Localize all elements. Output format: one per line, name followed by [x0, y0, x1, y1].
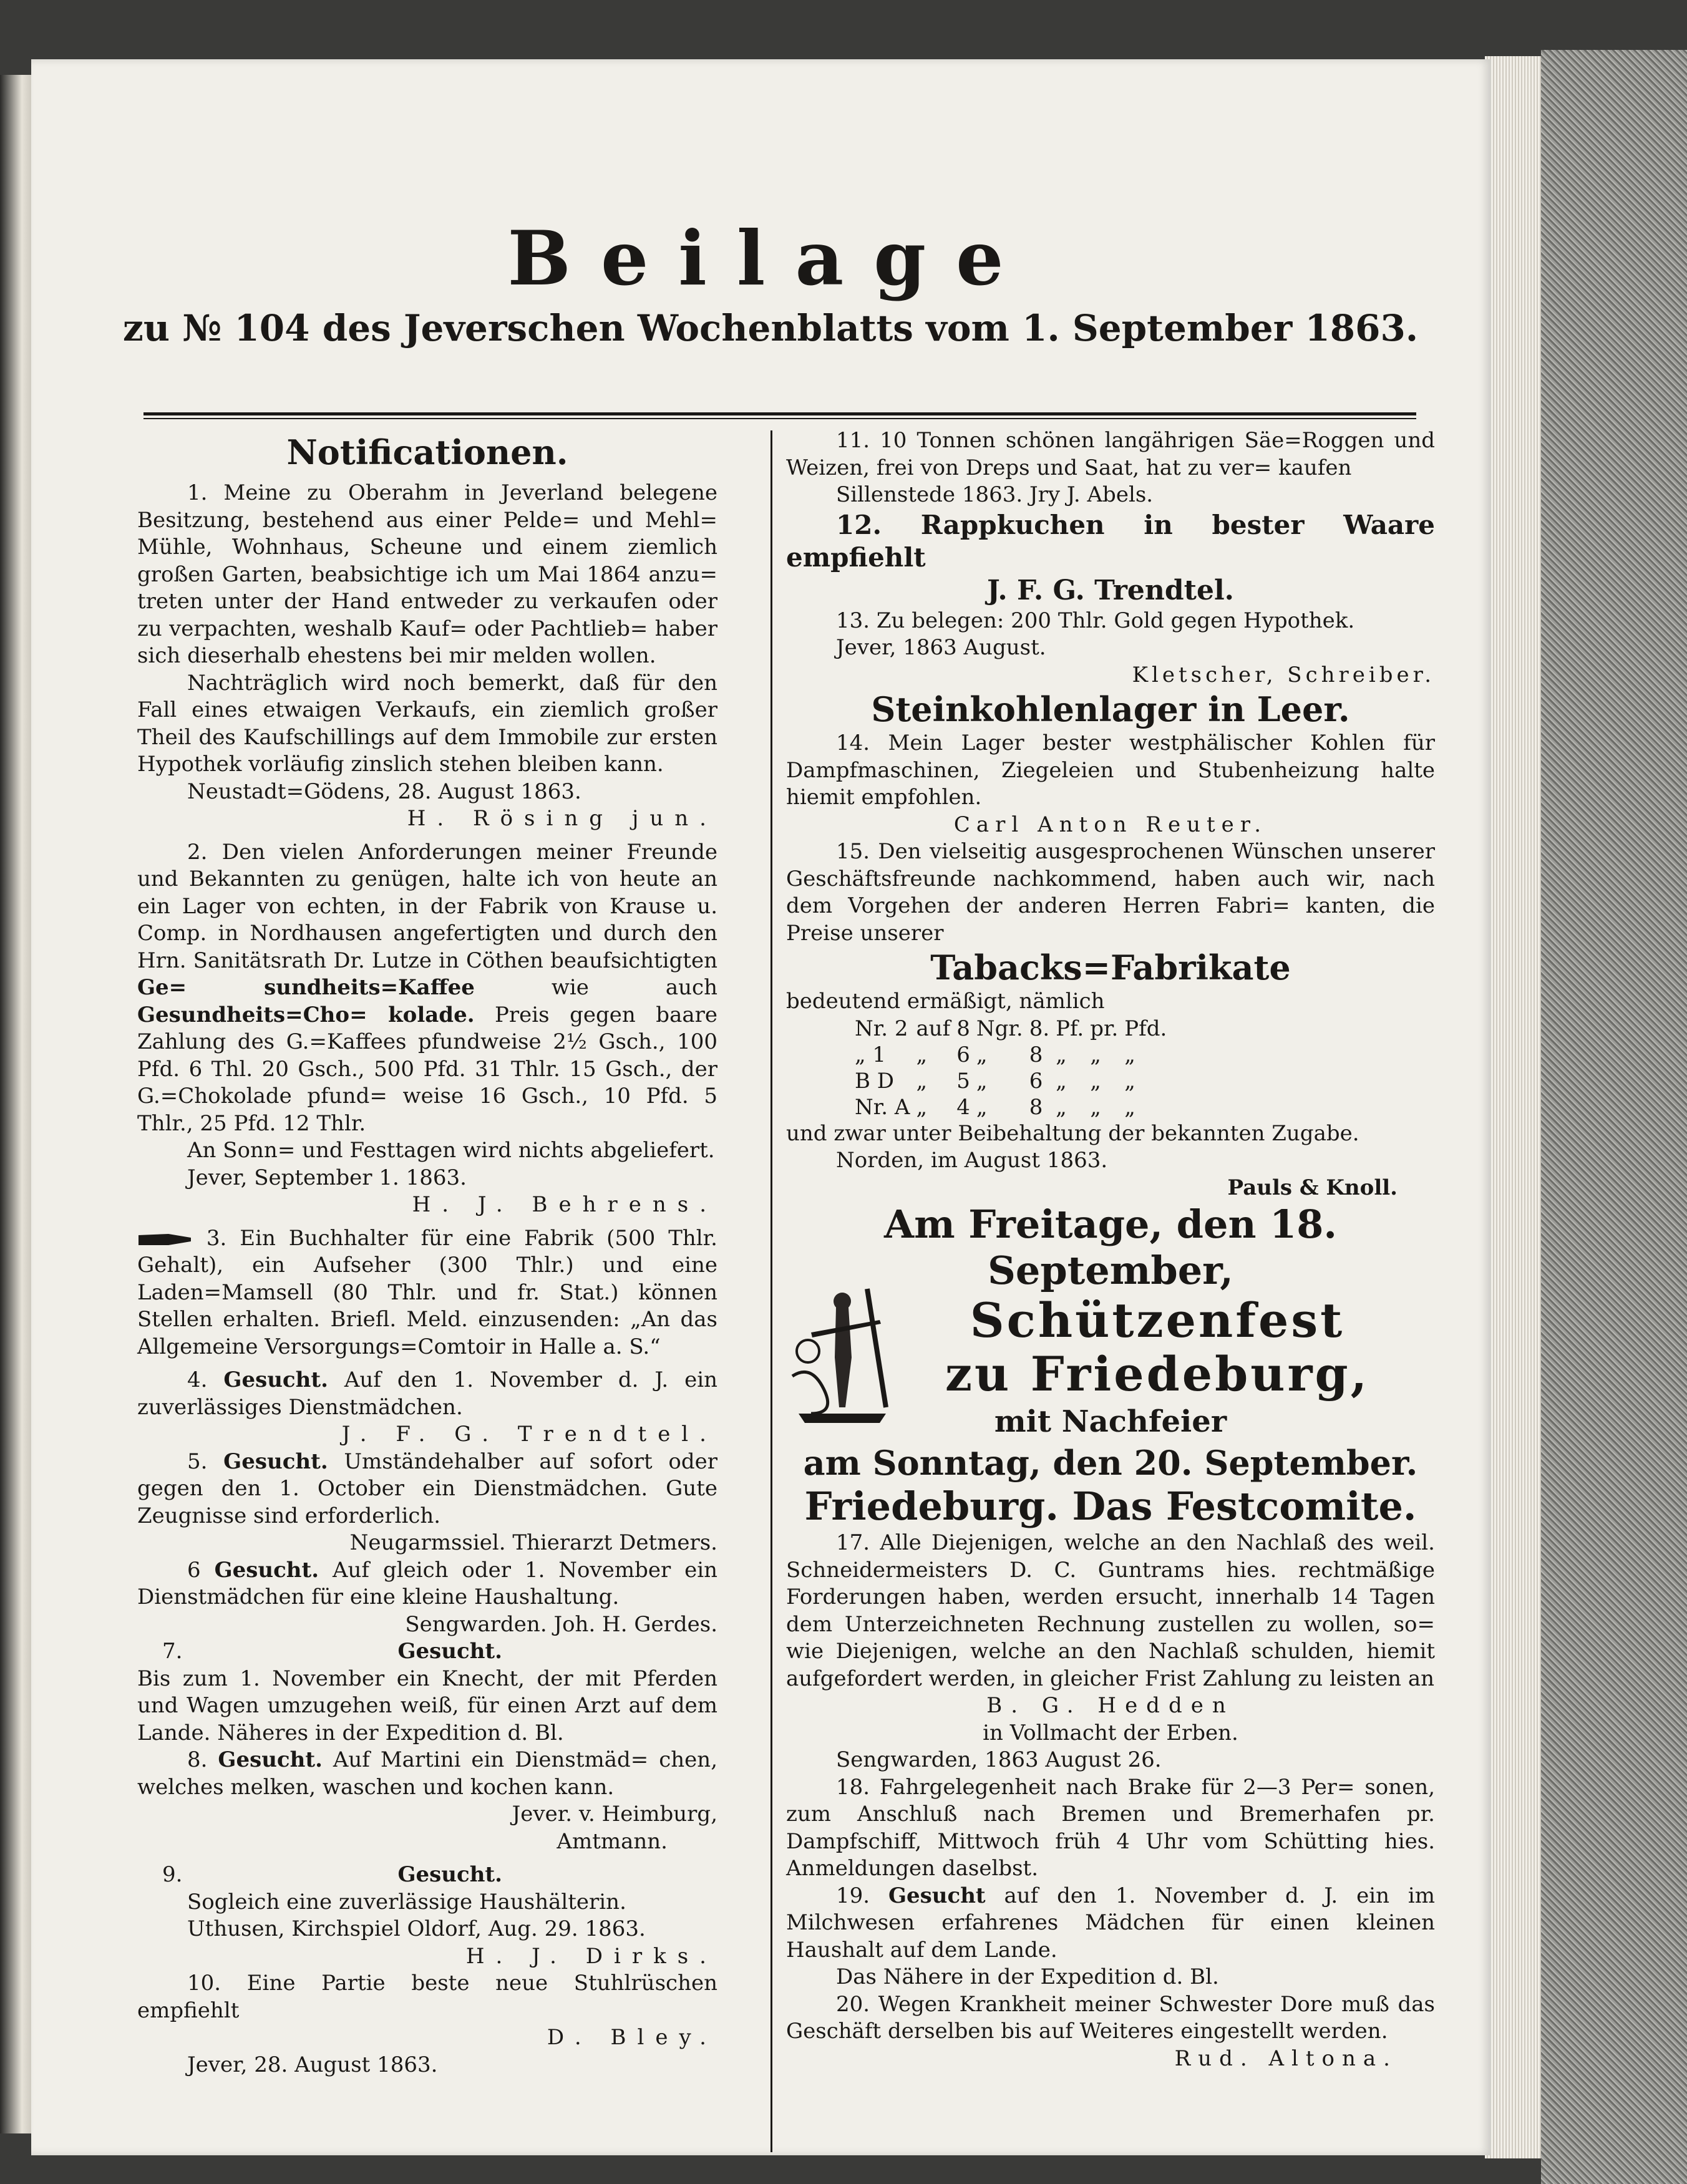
tobacco-price-cell: Nr. 2 — [855, 1016, 908, 1041]
tobacco-price-cell: Nr. A — [855, 1094, 910, 1120]
notice-17-signature-title: in Vollmacht der Erben. — [983, 1720, 1238, 1745]
page-title: Beilage — [507, 215, 1034, 303]
notice-4-text — [137, 1367, 717, 1421]
tobacco-price-cell: „ — [916, 1042, 928, 1067]
notice-17-text: 17. Alle Diejenigen, welche an den Nachlaß des weil. Schneidermeisters D. C. Guntrams hies. rechtmäßige Forderungen haben, werden ersucht, innerhalb 14 Tagen dem Unterzeichneten Rechnung zustellen zu wollen, so= wie Diejenigen, welche an den Nachlaß schulden, hiemit aufgefordert werden, in gleicher Frist Zahlung zu leisten an — [786, 1530, 1435, 1691]
festival-committee: Friedeburg. Das Festcomite. — [804, 1483, 1417, 1529]
notice-9-body: Sogleich eine zuverlässige Haushälterin. — [187, 1889, 626, 1915]
tobacco-price-cell: 6 — [956, 1042, 970, 1067]
notice-19-note: Das Nähere in der Expedition d. Bl. — [836, 1964, 1219, 1989]
pointing-hand-icon — [137, 1229, 193, 1250]
tobacco-price-cell: 8 — [956, 1016, 970, 1041]
notice-1-signature: H. Rösing jun. — [407, 806, 717, 831]
notice-15-signature: Pauls & Knoll. — [1227, 1175, 1398, 1200]
tobacco-price-cell: „ — [976, 1094, 988, 1120]
notice-2-signature: H. J. Behrens. — [412, 1192, 717, 1217]
tobacco-price-cell: „ 1 — [855, 1042, 887, 1067]
notice-10-text: 10. Eine Partie beste neue Stuhlrüschen empfiehlt — [137, 1971, 717, 2023]
notice-9-heading: Gesucht. — [397, 1862, 502, 1887]
notice-2-holiday: An Sonn= und Festtagen wird nichts abgeliefert. — [187, 1138, 715, 1163]
notice-14-signature: Carl Anton Reuter. — [953, 812, 1268, 837]
notice-1-text: 1. Meine zu Oberahm in Jeverland belegene Besitzung, bestehend aus einer Pelde= und Mehl= Mühle, Wohnhaus, Scheune und einem ziemlich großen Garten, beabsichtige ich um Mai 1864 anzu= treten unter der Hand entweder zu verkaufen oder zu verpachten, weshalb Kauf= oder Pachtlieb= haber sich dieserhalb ehestens bei mir melden wollen. — [137, 480, 717, 668]
notice-6-text — [137, 1557, 717, 1611]
festival-after-party: mit Nachfeier — [994, 1404, 1227, 1439]
tobacco-price-row — [855, 1068, 1173, 1094]
festival-date-line: Am Freitage, den 18. September, — [884, 1201, 1337, 1293]
tobacco-price-cell: 8 — [1029, 1042, 1043, 1067]
tobacco-heading: Tabacks=Fabrikate — [930, 948, 1291, 988]
masthead — [106, 215, 1435, 351]
tobacco-price-cell: „ — [1124, 1042, 1135, 1067]
adjacent-page-edge — [0, 75, 31, 2133]
festival-title: Schützenfest — [970, 1293, 1345, 1348]
notice-19-body: auf den 1. November d. J. ein im Milchwesen erfahrenes Mädchen für einen kleinen Haushalt auf dem Lande. — [786, 1883, 1435, 1963]
tobacco-price-cell: 6 — [1029, 1068, 1043, 1094]
notice-9-place: Uthusen, Kirchspiel Oldorf, Aug. 29. 1863. — [187, 1916, 646, 1941]
tobacco-price-row — [855, 1042, 1173, 1068]
tobacco-price-cell: „ — [976, 1042, 988, 1067]
page-content — [106, 215, 1435, 2137]
tobacco-price-cell: „ — [1090, 1068, 1101, 1094]
notice-2-place: Jever, September 1. 1863. — [187, 1165, 467, 1190]
notice-6-signature: Sengwarden. Joh. H. Gerdes. — [405, 1611, 717, 1637]
notice-7-heading: Gesucht. — [397, 1639, 502, 1664]
notice-20-text: 20. Wegen Krankheit meiner Schwester Dore muß das Geschäft derselben bis auf Weiteres eingestellt werden. — [786, 1991, 1435, 2044]
tobacco-price-cell: „ — [916, 1068, 928, 1094]
notice-1-addendum: Nachträglich wird noch bemerkt, daß für den Fall eines etwaigen Verkaufs, ein ziemlich großer Theil des Kaufschillings auf dem Immobile zur ersten Hypothek vorläufig zinslich stehen bleiben kann. — [137, 670, 717, 777]
notice-15-place: Norden, im August 1863. — [836, 1148, 1108, 1173]
notice-8-number: 8. — [187, 1747, 208, 1772]
notice-5-text — [137, 1449, 717, 1530]
tobacco-price-cell: Pf. — [1056, 1016, 1084, 1041]
tobacco-price-table — [855, 1016, 1173, 1120]
notice-4-heading: Gesucht. — [223, 1367, 328, 1392]
notice-9-number: 9. — [162, 1862, 183, 1887]
tobacco-price-cell: 8 — [1029, 1094, 1043, 1120]
festival-location: zu Friedeburg, — [945, 1346, 1370, 1402]
tobacco-price-cell: 4 — [956, 1094, 970, 1120]
notice-14-text: 14. Mein Lager bester westphälischer Kohlen für Dampfmaschinen, Ziegeleien und Stubenheizung halte hiemit empfohlen. — [786, 730, 1435, 810]
notice-4-signature: J. F. G. Trendtel. — [341, 1422, 717, 1447]
tobacco-price-row — [855, 1094, 1173, 1120]
notice-17-place: Sengwarden, 1863 August 26. — [836, 1747, 1162, 1772]
tobacco-price-cell: auf — [916, 1016, 951, 1041]
tobacco-outro: und zwar unter Beibehaltung der bekannten Zugabe. — [786, 1120, 1359, 1146]
notice-13-signature: Kletscher, Schreiber. — [1132, 662, 1435, 687]
notice-6-number: 6 — [187, 1557, 201, 1583]
tobacco-price-cell: Ngr. — [976, 1016, 1023, 1041]
tobacco-price-cell: „ — [1056, 1068, 1067, 1094]
notice-10-signature: D. Bley. — [547, 2025, 717, 2050]
tobacco-price-cell: 8. — [1029, 1016, 1050, 1041]
tobacco-price-cell: „ — [1056, 1042, 1067, 1067]
notice-8-signature-title: Amtmann. — [557, 1828, 668, 1854]
coal-store-heading: Steinkohlenlager in Leer. — [871, 689, 1350, 729]
notice-8-heading: Gesucht. — [218, 1747, 323, 1772]
tobacco-price-cell: „ — [976, 1068, 988, 1094]
page-subtitle: zu № 104 des Jeverschen Wochenblatts vom 1. September 1863. — [122, 307, 1419, 349]
notice-6-heading: Gesucht. — [214, 1557, 319, 1583]
section-heading: Notificationen. — [286, 432, 568, 472]
notice-18-text: 18. Fahrgelegenheit nach Brake für 2—3 Per= sonen, zum Anschluß nach Bremen und Bremerhafen pr. Dampfschiff, Mittwoch früh 4 Uhr vom Schütting hies. Anmeldungen daselbst. — [786, 1774, 1435, 1881]
notice-11-text: 11. 10 Tonnen schönen langährigen Säe=Roggen und Weizen, frei von Dreps und Saat, hat zu ver= kaufen — [786, 428, 1435, 480]
tobacco-price-cell: B D — [855, 1068, 895, 1094]
notice-10-place: Jever, 28. August 1863. — [187, 2052, 438, 2077]
notice-2-conjunction: wie auch — [551, 975, 717, 1000]
book-cover — [1541, 50, 1687, 2184]
notice-5-signature: Neugarmssiel. Thierarzt Detmers. — [349, 1530, 717, 1555]
notice-13-place: Jever, 1863 August. — [836, 635, 1046, 660]
notice-8-signature: Jever. v. Heimburg, — [512, 1802, 717, 1827]
tobacco-price-cell: „ — [1124, 1094, 1135, 1120]
header-rule — [143, 412, 1416, 419]
shooting-festival-ad — [786, 1201, 1435, 1530]
notice-2-text — [137, 839, 717, 1138]
notice-4-number: 4. — [187, 1367, 208, 1392]
marksman-woodcut-image — [786, 1283, 898, 1426]
notice-5-number: 5. — [187, 1449, 208, 1474]
notice-2-prices: Preis gegen baare Zahlung des G.=Kaffees pfundweise 2½ Gsch., 100 Pfd. 6 Thl. 20 Gsch., 500 Pfd. 31 Thlr. 15 Gsch., der G.=Chokolade pfund= weise 16 Gsch., 10 Pfd. 5 Thlr., 25 Pfd. 12 Thlr. — [137, 1002, 717, 1136]
notice-5-body: Umständehalber auf sofort oder gegen den 1. October ein Dienstmädchen. Gute Zeugnisse sind erforderlich. — [137, 1449, 718, 1528]
tobacco-price-cell: „ — [1124, 1068, 1135, 1094]
tobacco-price-cell: Pfd. — [1124, 1016, 1167, 1041]
notice-12-signature: J. F. G. Trendtel. — [987, 574, 1234, 606]
notice-4-body: Auf den 1. November d. J. ein zuverlässiges Dienstmädchen. — [137, 1367, 717, 1420]
notice-5-heading: Gesucht. — [223, 1449, 328, 1474]
notice-12-text: 12. Rappkuchen in bester Waare empfiehlt — [786, 509, 1435, 573]
notice-9-header — [137, 1861, 717, 1889]
notice-19-number: 19. — [836, 1883, 870, 1908]
tobacco-price-cell: „ — [1056, 1094, 1067, 1120]
notice-19-heading: Gesucht — [888, 1883, 986, 1908]
notice-2-product-chocolate: Gesundheits=Cho= kolade. — [137, 1002, 475, 1027]
notice-9-signature: H. J. Dirks. — [465, 1943, 717, 1969]
notice-7-header — [137, 1638, 717, 1666]
notice-7-body: Bis zum 1. November ein Knecht, der mit Pferden und Wagen umzugehen weiß, für einen Arzt auf dem Lande. Näheres in der Expedition d. Bl. — [137, 1666, 717, 1745]
tobacco-price-cell: „ — [1090, 1042, 1101, 1067]
tobacco-price-cell: „ — [916, 1094, 928, 1120]
notice-8-text — [137, 1747, 717, 1801]
column-divider — [771, 430, 772, 2152]
right-column — [786, 427, 1435, 2072]
notice-6-body: Auf gleich oder 1. November ein Dienstmädchen für eine kleine Haushaltung. — [137, 1557, 718, 1609]
newspaper-page — [31, 59, 1491, 2155]
tobacco-price-cell: pr. — [1090, 1016, 1119, 1041]
notice-2-intro: 2. Den vielen Anforderungen meiner Freunde und Bekannten zu genügen, halte ich von heute an ein Lager von echten, in der Fabrik von Krause u. Comp. in Nordhausen angefertigten und durch den Hrn. Sanitätsrath Dr. Lutze in Cöthen beaufsichtigten — [137, 839, 717, 973]
tobacco-price-cell: 5 — [956, 1068, 970, 1094]
notice-3-body: 3. Ein Buchhalter für eine Fabrik (500 Thlr. Gehalt), ein Aufseher (300 Thlr.) und eine Laden=Mamsell (80 Thlr. und fr. Stat.) können Stellen erhalten. Briefl. Meld. einzusenden: „An das Allgemeine Versorgungs=Comtoir in Halle a. S.“ — [137, 1225, 717, 1359]
notice-13-text: 13. Zu belegen: 200 Thlr. Gold gegen Hypothek. — [836, 608, 1355, 633]
notice-11-signature: Sillenstede 1863. Jry J. Abels. — [836, 482, 1154, 507]
left-column — [137, 427, 717, 2079]
notice-17-signature: B. G. Hedden — [986, 1693, 1235, 1718]
notice-7-number: 7. — [162, 1639, 183, 1664]
notice-19-text — [786, 1883, 1435, 1964]
notice-15-text: 15. Den vielseitig ausgesprochenen Wünschen unserer Geschäftsfreunde nachkommend, haben auch wir, nach dem Vorgehen der anderen Herren Fabri= kanten, die Preise unserer — [786, 839, 1435, 946]
notice-8-body: Auf Martini ein Dienstmäd= chen, welches melken, waschen und kochen kann. — [137, 1747, 717, 1800]
notice-2-product-coffee: Ge= sundheits=Kaffee — [137, 975, 475, 1000]
notice-3-text — [137, 1225, 717, 1361]
notice-1-place: Neustadt=Gödens, 28. August 1863. — [187, 779, 581, 804]
notice-20-signature: Rud. Altona. — [1174, 2046, 1398, 2071]
tobacco-intro: bedeutend ermäßigt, nämlich — [786, 989, 1105, 1014]
tobacco-price-row — [855, 1016, 1173, 1042]
festival-sunday-line: am Sonntag, den 20. September. — [803, 1443, 1418, 1483]
tobacco-price-cell: „ — [1090, 1094, 1101, 1120]
